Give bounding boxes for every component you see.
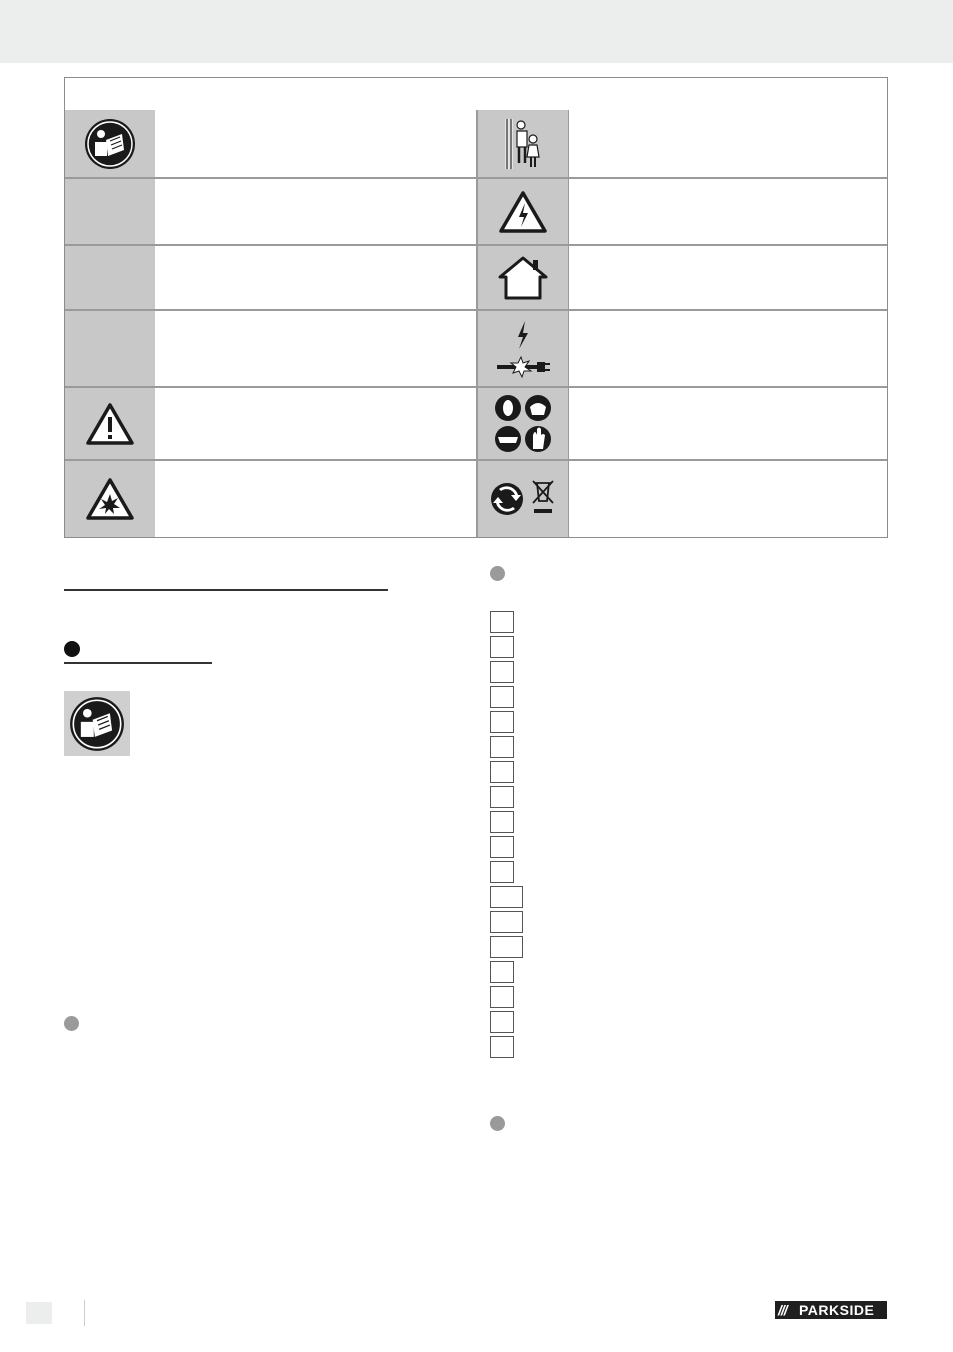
electric-shock-warning-icon (499, 191, 547, 233)
section-title-underline (64, 589, 388, 591)
part-number-box (490, 661, 514, 683)
read-manual-icon (84, 118, 136, 170)
part-number-box (490, 711, 514, 733)
symbol-text-8 (568, 179, 887, 246)
symbol-cell-children (478, 110, 568, 179)
symbol-cell-empty-2 (65, 246, 155, 311)
symbol-text-12 (568, 461, 887, 537)
brand-name: PARKSIDE (799, 1302, 875, 1318)
part-number-box (490, 811, 514, 833)
symbol-cell-electric (478, 179, 568, 246)
symbol-cell-house (478, 246, 568, 311)
symbol-text-4 (155, 311, 477, 388)
symbol-cell-warning (65, 388, 155, 461)
part-number-box (490, 1011, 514, 1033)
explosion-warning-icon (86, 478, 134, 520)
warning-icon (86, 403, 134, 445)
symbol-text-3 (155, 246, 477, 311)
green-dot-weee-icon (491, 479, 555, 519)
brand-slashes: /// (778, 1302, 787, 1318)
symbol-cell-empty-1 (65, 179, 155, 246)
symbol-cell-read-manual (65, 110, 155, 179)
symbol-cell-explosion (65, 461, 155, 537)
subsection-title-underline (64, 662, 212, 664)
section-bullet-black (64, 641, 80, 657)
brand-logo (775, 1301, 887, 1319)
protective-equipment-icons (493, 393, 553, 455)
part-number-box (490, 611, 514, 633)
symbol-text-2 (155, 179, 477, 246)
part-number-box (490, 861, 514, 883)
parts-section-bullet (490, 566, 505, 581)
part-number-box (490, 686, 514, 708)
part-number-box (490, 886, 523, 908)
read-manual-icon (69, 696, 125, 752)
damaged-cable-unplug-icon (495, 319, 551, 379)
part-number-box (490, 936, 523, 958)
part-number-box (490, 736, 514, 758)
part-number-box (490, 786, 514, 808)
symbol-text-9 (568, 246, 887, 311)
symbol-table (64, 77, 888, 538)
symbol-text-5 (155, 388, 477, 461)
header-band (0, 0, 953, 63)
part-number-box (490, 761, 514, 783)
part-number-box (490, 836, 514, 858)
symbol-cell-recycling (478, 461, 568, 537)
symbol-text-6 (155, 461, 477, 537)
scope-section-bullet (490, 1116, 505, 1131)
part-number-box (490, 911, 523, 933)
symbol-cell-cable (478, 311, 568, 388)
symbol-text-1 (155, 110, 477, 179)
part-number-box (490, 1036, 514, 1058)
symbol-text-10 (568, 311, 887, 388)
indoor-use-house-icon (496, 255, 550, 301)
symbol-table-header (65, 78, 887, 112)
part-number-box (490, 636, 514, 658)
page-number-box (26, 1302, 52, 1324)
symbol-cell-ppe (478, 388, 568, 461)
symbol-text-7 (568, 110, 887, 179)
manual-notice-box (64, 691, 130, 756)
section-bullet-grey (64, 1016, 79, 1031)
part-number-box (490, 986, 514, 1008)
symbol-cell-empty-3 (65, 311, 155, 388)
part-number-box (490, 961, 514, 983)
footer-divider (84, 1300, 85, 1326)
keep-children-away-icon (501, 117, 545, 171)
symbol-text-11 (568, 388, 887, 461)
